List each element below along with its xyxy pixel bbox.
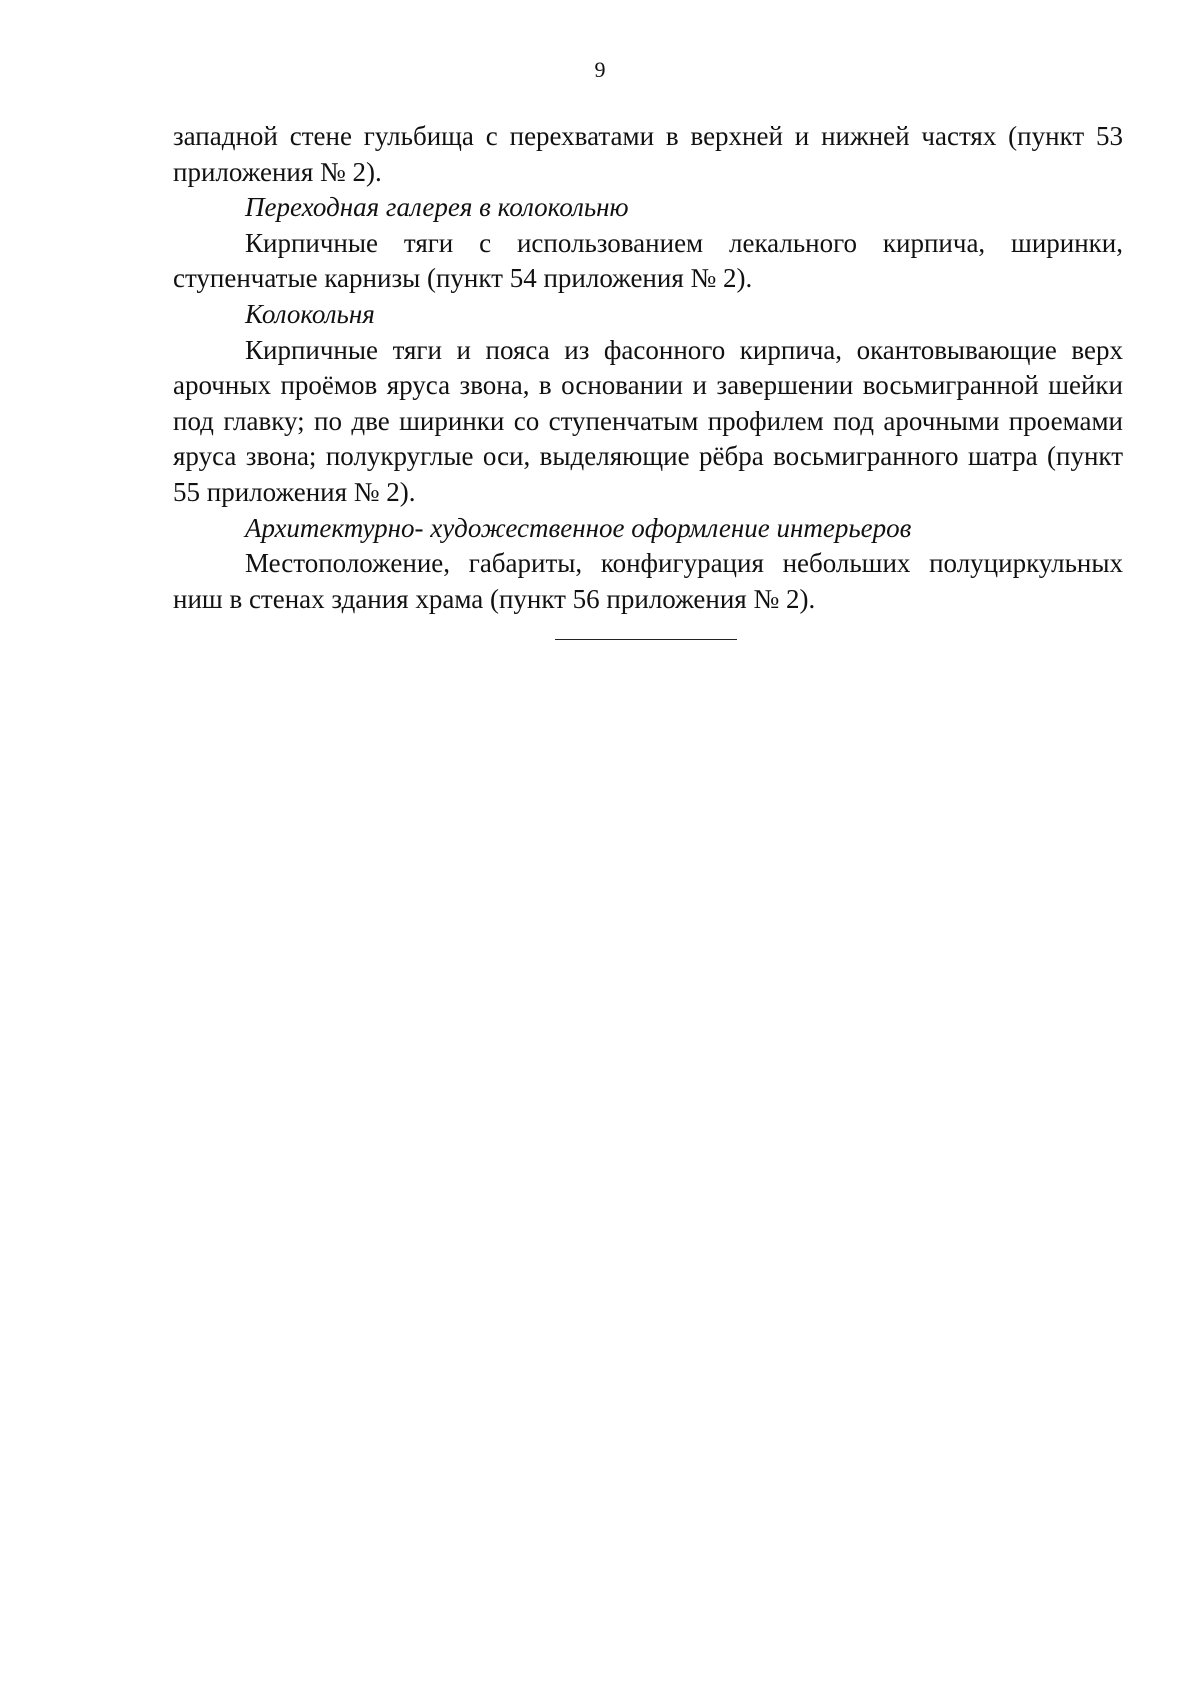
interiors-heading: Архитектурно- художественное оформление интерьеров <box>245 512 912 543</box>
gallery-paragraph: Кирпичные тяги с использованием лекального кирпича, ширинки, ступенчатые карнизы (пункт 54 приложения № 2). <box>173 227 1123 294</box>
bell-tower-heading: Колокольня <box>245 298 375 329</box>
end-separator-line <box>555 639 737 640</box>
bell-tower-paragraph: Кирпичные тяги и пояса из фасонного кирпича, окантовывающие верх арочных проёмов яруса звона, в основании и завершении восьмигранной шейки под главку; по две ширинки со ступенчатым профилем под арочными проемами яруса звона; полукруглые оси, выделяющие рёбра восьмигранного шатра (пункт 55 приложения № 2). <box>173 334 1123 507</box>
interiors-paragraph: Местоположение, габариты, конфигурация небольших полуциркульных ниш в стенах здания храма (пункт 56 приложения № 2). <box>173 548 1123 614</box>
intro-paragraph: западной стене гульбища с перехватами в верхней и нижней частях (пункт 53 приложения № 2). <box>173 121 1123 187</box>
document-body <box>173 119 1123 640</box>
gallery-heading: Переходная галерея в колокольню <box>245 192 629 223</box>
page-number: 9 <box>594 57 606 82</box>
